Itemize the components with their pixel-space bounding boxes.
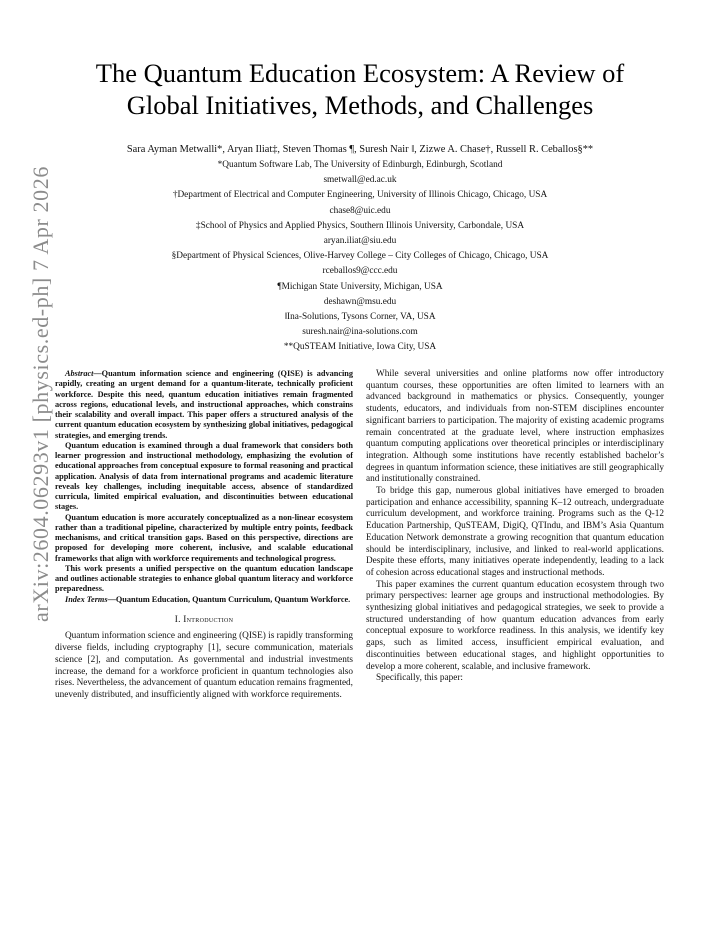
title-line-2: Global Initiatives, Methods, and Challenges — [126, 90, 594, 120]
email-metwalli: smetwall@ed.ac.uk — [323, 175, 397, 186]
body-paragraph-4: Specifically, this paper: — [376, 673, 463, 684]
email-ceballos: rceballos9@ccc.edu — [322, 266, 398, 277]
email-nair: suresh.nair@ina-solutions.com — [302, 327, 418, 338]
affiliation-ina-solutions: ‖Ina-Solutions, Tysons Corner, VA, USA — [284, 312, 436, 323]
abstract-label: Abstract — [65, 369, 94, 378]
body-paragraph-1: While several universities and online platforms now offer introductory quantum courses, these opportunities are often limited to learners with an advanced background in mathematics or physics. Consequently, younger students, educators, and individuals from non-STEM disciplines encounter significant barriers to participation. The majority of existing academic programs remain concentrated at the graduate level, where instruction emphasizes quantum computing applications over theoretical principles or interdisciplinary integration. Although some institutions have recently established bachelor’s degrees in quantum information science, these initiatives are still geographically and institutionally constrained. — [366, 369, 664, 485]
abstract — [55, 369, 353, 605]
email-thomas: deshawn@msu.edu — [323, 296, 397, 307]
author-list: Sara Ayman Metwalli*, Aryan Iliat‡, Steven Thomas ¶, Suresh Nair ‖, Zizwe A. Chase†, Russell R. Ceballos§** — [126, 144, 594, 155]
body-paragraph-3: This paper examines the current quantum education ecosystem through two primary perspectives: learner age groups and instructional methodologies. By synthesizing global initiatives and pedagogical strategies, we seek to provide a structured understanding of how quantum education advances from early conceptual exposure to workforce readiness. In this analysis, we identify key gaps, such as limited access, insufficient empirical evaluation, and discontinuities between educational stages, and highlight opportunities to develop a more coherent, scalable, and inclusive framework. — [366, 579, 664, 672]
index-terms: Index Terms—Quantum Education, Quantum Curriculum, Quantum Workforce. — [65, 594, 351, 604]
abstract-paragraph-4: This work presents a unified perspective on the quantum education landscape and outlines actionable strategies to enhance global quantum literacy and workforce preparedness. — [55, 563, 353, 594]
abstract-paragraph-1: Abstract—Quantum information science and engineering (QISE) is advancing rapidly, creating an urgent demand for a quantum-literate, technically proficient workforce. Despite this need, quantum education initiatives remain fragmented across regions, educational levels, and instructional approaches, which constrains their scalability and overall impact. This paper offers a structured analysis of the current quantum education ecosystem by synthesizing global initiatives, pedagogical strategies, and emerging trends. — [55, 369, 353, 440]
affiliation-olive-harvey: §Department of Physical Sciences, Olive-Harvey College – City Colleges of Chicago, Chicago, USA — [171, 251, 549, 262]
affiliation-siu: ‡School of Physics and Applied Physics, Southern Illinois University, Carbondale, USA — [195, 220, 525, 231]
section-heading-introduction: I. Introduction — [174, 614, 234, 625]
affiliation-qusteam: **QuSTEAM Initiative, Iowa City, USA — [283, 342, 437, 353]
email-iliat: aryan.iliat@siu.edu — [323, 236, 397, 247]
right-column — [366, 369, 664, 685]
abstract-paragraph-3: Quantum education is more accurately conceptualized as a non-linear ecosystem rather than a traditional pipeline, characterized by multiple entry points, feedback mechanisms, and critical transition gaps. Based on this perspective, directions are proposed for developing more coherent, inclusive, and scalable educational frameworks that align with workforce requirements and technological progress. — [55, 512, 353, 563]
left-column — [55, 369, 353, 702]
title-line-1: The Quantum Education Ecosystem: A Review of — [95, 58, 625, 88]
introduction-paragraph-1: Quantum information science and engineering (QISE) is rapidly transforming diverse fields, including cryptography [1], secure communication, materials science [2], and computation. As governmental and industrial investments increase, the demand for a workforce proficient in quantum technologies also rises. Nevertheless, the advancement of quantum education remains fragmented, unevenly distributed, and insufficiently aligned with workforce requirements. — [55, 631, 353, 700]
affiliation-msu: ¶Michigan State University, Michigan, USA — [277, 281, 443, 292]
body-paragraph-2: To bridge this gap, numerous global initiatives have emerged to broaden participation and enhance accessibility, spanning K–12 outreach, undergraduate curriculum development, and workforce training. Programs such as the Q-12 Education Partnership, QuSTEAM, DigiQ, QTIndu, and IBM’s Asia Quantum Education Network demonstrate a growing recognition that quantum education should be interdisciplinary, inclusive, and linked to real-world applications. Despite these efforts, many initiatives operate independently, leading to a lack of cohesion across educational stages and instructional methods. — [366, 486, 664, 578]
affiliation-uic: †Department of Electrical and Computer Engineering, University of Illinois Chicago, Chicago, USA — [172, 190, 548, 201]
abstract-paragraph-2: Quantum education is examined through a dual framework that considers both learner progression and instructional methodology, emphasizing the evolution of educational approaches from conceptual exposure to formal reasoning and practical application. Analysis of data from international programs and academic literature reveals key challenges, including inequitable access, absence of standardized curricula, limited empirical evaluation, and discontinuities between educational stages. — [55, 440, 353, 512]
email-chase: chase8@uic.edu — [329, 205, 391, 216]
arxiv-identifier-stamp: arXiv:2604.06293v1 [physics.ed-ph] 7 Apr 2026 — [28, 166, 53, 622]
affiliation-edinburgh: *Quantum Software Lab, The University of Edinburgh, Edinburgh, Scotland — [217, 160, 503, 170]
paper-title — [60, 57, 660, 121]
affiliations — [70, 158, 650, 356]
index-terms-label: Index Terms — [65, 594, 108, 604]
